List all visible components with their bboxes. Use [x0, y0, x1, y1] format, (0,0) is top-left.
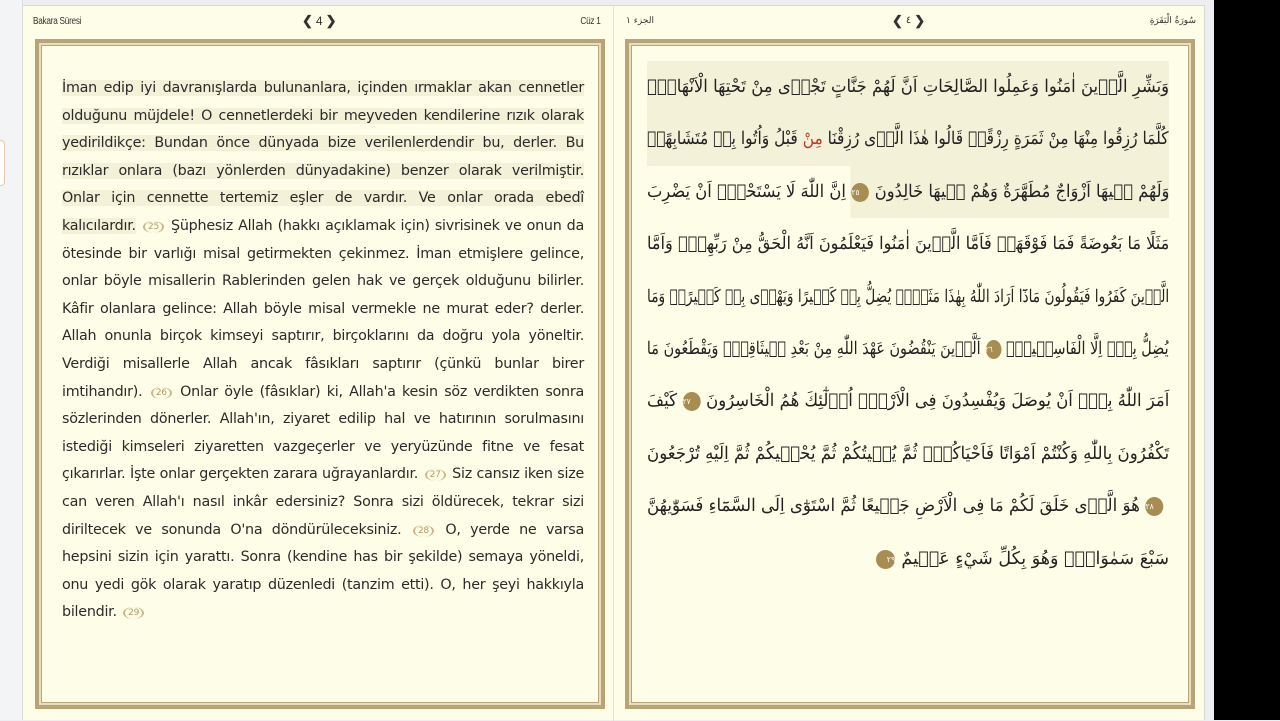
arabic-line[interactable] — [647, 218, 1169, 270]
arabic-text-segment: مَثَلًا مَا بَعُوضَةً فَمَا فَوْقَهَاۜ فَاَمَّا الَّذٖينَ اٰمَنُوا فَيَعْلَمُونَ اَنَّهُ الْحَقُّ مِنْ رَبِّهِمْۚ وَاَمَّا — [646, 234, 1169, 255]
surah-name-arabic: سُورَةُ الْبَقَرَةِ — [1149, 16, 1196, 26]
offscreen-area — [1214, 0, 1280, 720]
arabic-text-segment: كَيْفَ — [646, 391, 677, 412]
verse-number-marker: 25 — [143, 221, 164, 233]
verse-number-marker: 28 — [413, 525, 434, 537]
arabic-highlighted-word: مِنْ — [803, 129, 824, 150]
ayah-number-badge: ٢٥ — [851, 183, 869, 202]
next-page-icon[interactable]: ❯ — [914, 13, 926, 28]
ayah-number-badge: ٢٨ — [1145, 497, 1163, 516]
arabic-text-segment: قَبْلُ وَاُتُوا بِهٖ مُتَشَابِهًاۜ — [647, 129, 804, 150]
page-navigator-arabic — [892, 12, 925, 30]
arabic-line[interactable] — [647, 375, 1169, 427]
arabic-text-segment: اَمَرَ اللّٰهُ بِهٖۤ اَنْ يُوصَلَ وَيُفْسِدُونَ فِى الْاَرْضِۜ اُو۬لٰٓئِكَ هُمُ الْخَاسِرُونَ — [705, 391, 1169, 412]
verse-number-marker: 29 — [123, 607, 144, 619]
juz-label: Cüz 1 — [580, 16, 601, 27]
arabic-text-segment: هُوَ الَّذٖى خَلَقَ لَكُمْ مَا فِى الْاَرْضِ جَمٖيعًا ثُمَّ اسْتَوٰٓى اِلَى السَّمَٓاءِ فَسَوّٰيهُنَّ — [646, 496, 1140, 517]
page-number: 4 — [315, 14, 323, 28]
verse-translation[interactable]: O, yerde ne varsa hepsini sizin için yarattı. Sonra (kendine has bir şekilde) semaya yöneldi, onu yedi gök olarak yaratıp düzenledi (tanzim etti). O, her şeyi hakkıyla bilendir. — [62, 521, 584, 621]
arabic-text-segment: تَكْفُرُونَ بِاللّٰهِ وَكُنْتُمْ اَمْوَاتًا فَاَحْيَاكُمْۚ ثُمَّ يُمٖيتُكُمْ ثُمَّ يُحْيٖيكُمْ ثُمَّ اِلَيْهِ تُرْجَعُونَ — [646, 443, 1169, 464]
page-frame — [35, 39, 605, 709]
page-number-arabic: ٤ — [905, 15, 912, 26]
ayah-number-badge: ٢٦ — [986, 340, 1002, 359]
arabic-line[interactable] — [647, 61, 1169, 113]
mushaf-reader — [22, 5, 1205, 720]
arabic-text-segment: سَبْعَ سَمٰوَاتٍۜ وَهُوَ بِكُلِّ شَيْءٍ عَلٖيمٌ — [901, 548, 1169, 569]
arabic-text-segment: وَبَشِّرِ الَّذٖينَ اٰمَنُوا وَعَمِلُوا الصَّالِحَاتِ اَنَّ لَهُمْ جَنَّاتٍ تَجْرٖى مِنْ تَحْتِهَا الْاَنْهَارُۜ — [646, 77, 1169, 97]
arabic-line[interactable] — [647, 323, 1169, 375]
arabic-page — [613, 6, 1206, 721]
arabic-text-segment: اَلَّذٖينَ يَنْقُضُونَ عَهْدَ اللّٰهِ مِنْ بَعْدِ مٖيثَاقِهٖۖ وَيَقْطَعُونَ مَا — [647, 338, 982, 359]
arabic-line[interactable] — [647, 480, 1169, 532]
arabic-text — [647, 61, 1169, 585]
arabic-text-segment: كُلَّمَا رُزِقُوا مِنْهَا مِنْ ثَمَرَةٍ رِزْقًاۙ قَالُوا هٰذَا الَّذٖى رُزِقْنَا — [823, 129, 1169, 150]
arabic-page-header — [614, 6, 1206, 39]
juz-label-arabic: الجزء ١ — [626, 16, 654, 26]
page-navigator — [302, 12, 337, 30]
verse-number-marker: 27 — [425, 469, 446, 481]
previous-page-icon[interactable]: ❮ — [892, 13, 903, 28]
arabic-text-segment: اِنَّ اللّٰهَ لَا يَسْتَحْيٖۤ اَنْ يَضْرِبَ — [646, 181, 846, 202]
previous-page-icon[interactable]: ❮ — [302, 13, 313, 28]
sidebar-handle[interactable] — [0, 140, 5, 186]
translation-page — [23, 6, 613, 721]
arabic-line[interactable] — [647, 271, 1169, 323]
next-page-icon[interactable]: ❯ — [325, 13, 337, 28]
translation-page-header — [23, 6, 613, 39]
arabic-line[interactable] — [647, 428, 1169, 480]
page-frame — [625, 39, 1195, 709]
verse-translation[interactable]: Siz cansız iken size can veren Allah'ı nasıl inkâr edersiniz? Sonra sizi öldürecek, tekrar sizi diriltecek ve sonunda O'na döndürüleceksiniz. — [62, 466, 584, 538]
ayah-number-badge: ٢٧ — [682, 392, 700, 411]
arabic-text-segment: يُضِلُّ بِهٖۤ اِلَّا الْفَاسِقٖينَۙ — [1006, 338, 1169, 359]
arabic-text-segment: الَّذٖينَ كَفَرُوا فَيَقُولُونَ مَاذَٓا اَرَادَ اللّٰهُ بِهٰذَا مَثَلًاۢ يُضِلُّ بِهٖ كَثٖيرًا وَيَهْدٖى بِهٖ كَثٖيرًاۜ وَمَا — [646, 286, 1169, 307]
arabic-text-segment: وَلَهُمْ فٖيهَا اَزْوَاجٌ مُطَهَّرَةٌ وَهُمْ فٖيهَا خَالِدُونَ — [874, 181, 1169, 202]
arabic-line[interactable] — [647, 166, 1169, 218]
translation-text — [62, 75, 584, 627]
arabic-line[interactable] — [647, 533, 1169, 585]
surah-name-label: Bakara Süresi — [33, 16, 82, 27]
left-sidebar-strip — [0, 0, 23, 720]
verse-translation[interactable]: Onlar öyle (fâsıklar) ki, Allah'a kesin söz verdikten sonra sözlerinden dönerler. Allah'ın, ziyaret edilip hal ve hatırının sorulmasını istediği kimseleri ziyaretten vazgeçerler ve yeryüzünde fitne ve fesat çıkarırlar. İşte onlar gerçekten zarara uğrayanlardır. — [62, 383, 585, 483]
arabic-line[interactable] — [647, 113, 1169, 165]
verse-number-marker: 26 — [151, 387, 172, 399]
ayah-number-badge: ٢٩ — [876, 550, 895, 569]
verse-translation[interactable]: İman edip iyi davranışlarda bulunanlara, içinden ırmaklar akan cennetler olduğunu müjdele! O cennetlerdeki bir meyveden kendilerine rızık olarak yedirildikçe: Bundan önce dünyada bize verilenlerdendir bu, derler. Bu rızıklar onlara (bazı yönlerden dünyadakine) benzer olarak verilmiştir. Onlar için cennette tertemiz eşler de vardır. Ve onlar orada ebedî kalıcılardır. — [62, 80, 584, 234]
verse-translation[interactable]: Şüphesiz Allah (hakkı açıklamak için) sivrisinek ve onun da ötesinde bir varlığı misal getirmekten çekinmez. İman etmişlere gelince, onlar böyle misallerin Rablerinden gelen hak ve gerçek olduğunu bilirler. Kâfir olanlara gelince: Allah böyle misal vermekle ne murat eder? derler. Allah onunla birçok kimseyi saptırır, birçoklarını da doğru yola yöneltir. Verdiği misallerle Allah ancak fâsıkları saptırır (çünkü bunlar birer imtihandır). — [62, 217, 585, 400]
